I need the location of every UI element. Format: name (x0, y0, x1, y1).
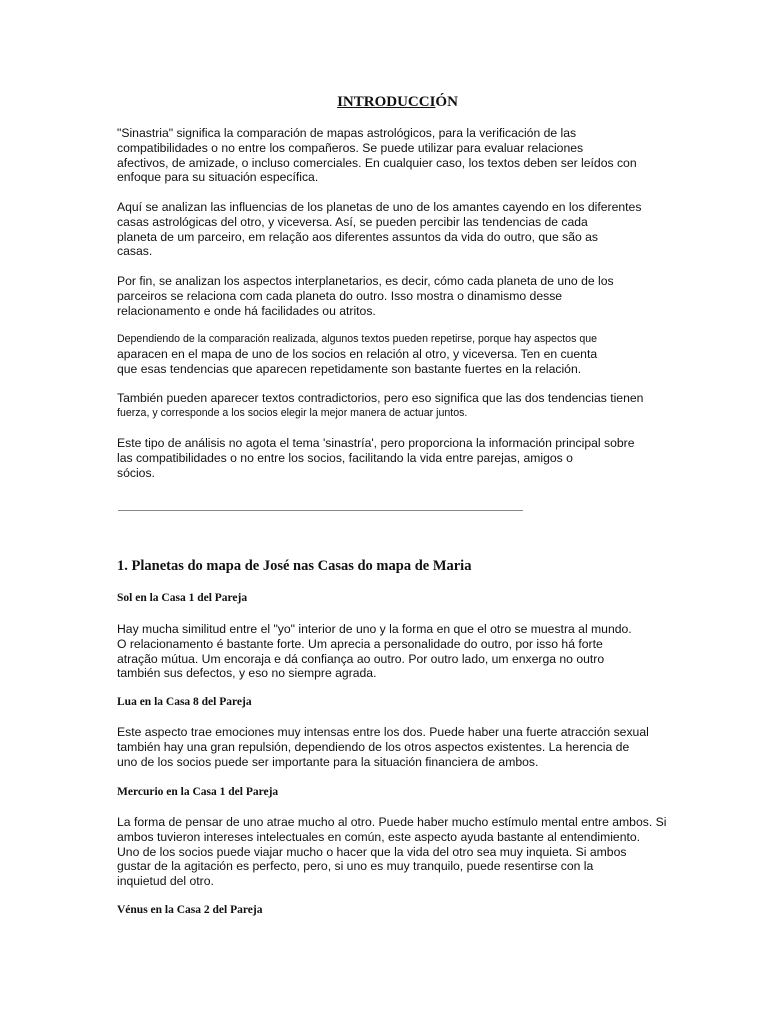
text-line: parceiros se relaciona com cada planeta do outro. Isso mostra o dinamismo desse (117, 288, 563, 303)
text-line: sócios. (117, 465, 155, 480)
text-line: compatibilidades o no entre los compañeros. Se puede utilizar para evaluar relaciones (117, 140, 584, 155)
text-line: Por fin, se analizan los aspectos interplanetarios, es decir, cómo cada planeta de uno de los (117, 274, 614, 288)
text-line: enfoque para su situación específica. (117, 170, 319, 185)
text-line: las compatibilidades o no entre los socios, facilitando la vida entre parejas, amigos o (117, 450, 573, 465)
page-title-underlined: INTRODUCCI (337, 94, 436, 110)
horizontal-divider (118, 510, 523, 511)
text-line: ambos tuvieron intereses intelectuales en común, este aspecto ayuda bastante al entendimiento. (117, 829, 641, 844)
text-line: Aquí se analizan las influencias de los planetas de uno de los amantes cayendo en los diferentes (117, 200, 642, 214)
page-title-rest: ÓN (435, 94, 458, 110)
text-line: casas. (117, 244, 153, 259)
text-line: que esas tendencias que aparecen repetidamente son bastante fuertes en la relación. (117, 361, 582, 376)
text-line: También pueden aparecer textos contradictorios, pero eso significa que las dos tendencias tienen (117, 391, 644, 405)
text-line: afectivos, de amizade, o incluso comerciales. En cualquier caso, los textos deben ser leídos con (117, 155, 637, 170)
text-line: inquietud del otro. (117, 874, 214, 889)
entry-heading: Sol en la Casa 1 del Pareja (117, 592, 248, 604)
entry-paragraph (117, 725, 697, 769)
text-line: gustar de la agitación es perfecto, pero, si uno es muy tranquilo, puede resentirse con la (117, 859, 594, 874)
entry-paragraph (117, 622, 697, 681)
text-line: planeta de um parceiro, em relação aos diferentes assuntos da vida do outro, que são as (117, 229, 599, 244)
text-line: Este aspecto trae emociones muy intensas entre los dos. Puede haber una fuerte atracción sexual (117, 725, 649, 739)
page-title (0, 94, 768, 111)
text-line: también hay una gran repulsión, dependiendo de los otros aspectos existentes. La herencia de (117, 739, 630, 754)
text-line: relacionamento e onde há facilidades ou atritos. (117, 303, 376, 318)
text-line: atração mútua. Um encoraja e dá confiança ao outro. Por outro lado, um enxerga no outro (117, 651, 605, 666)
entry-paragraph (117, 815, 697, 889)
text-line: aparacen en el mapa de uno de los socios en relación al otro, y viceversa. Ten en cuenta (117, 346, 598, 361)
text-line: casas astrológicas del otro, y viceversa. Así, se pueden percibir las tendencias de cada (117, 214, 588, 229)
intro-paragraph (117, 436, 697, 480)
intro-paragraph (117, 274, 697, 318)
entry-heading: Lua en la Casa 8 del Pareja (117, 696, 252, 708)
intro-paragraph (117, 391, 697, 421)
intro-paragraph (117, 332, 697, 376)
text-line: Uno de los socios puede viajar mucho o hacer que la vida del otro sea muy inquieta. Si ambos (117, 844, 627, 859)
text-line: uno de los socios puede ser importante para la situación financiera de ambos. (117, 754, 539, 769)
section-heading: 1. Planetas do mapa de José nas Casas do mapa de Maria (117, 558, 472, 574)
text-line: La forma de pensar de uno atrae mucho al otro. Puede haber mucho estímulo mental entre ambos. Si (117, 815, 667, 829)
intro-paragraph (117, 200, 697, 259)
entry-heading: Mercurio en la Casa 1 del Pareja (117, 786, 279, 798)
text-line: Hay mucha similitud entre el "yo" interior de uno y la forma en que el otro se muestra al mundo. (117, 622, 632, 636)
text-line: fuerza, y corresponde a los socios elegir la mejor manera de actuar juntos. (117, 406, 468, 419)
text-line: Este tipo de análisis no agota el tema 'sinastría', pero proporciona la información principal sobre (117, 436, 635, 450)
text-line: Dependiendo de la comparación realizada, algunos textos pueden repetirse, porque hay aspectos que (117, 333, 597, 345)
text-line: O relacionamento é bastante forte. Um aprecia a personalidade do outro, por isso há forte (117, 636, 603, 651)
intro-paragraph (117, 126, 697, 185)
text-line: "Sinastria" significa la comparación de mapas astrológicos, para la verificación de las (117, 126, 577, 140)
text-line: también sus defectos, y eso no siempre agrada. (117, 666, 377, 681)
entry-heading: Vénus en la Casa 2 del Pareja (117, 904, 263, 916)
